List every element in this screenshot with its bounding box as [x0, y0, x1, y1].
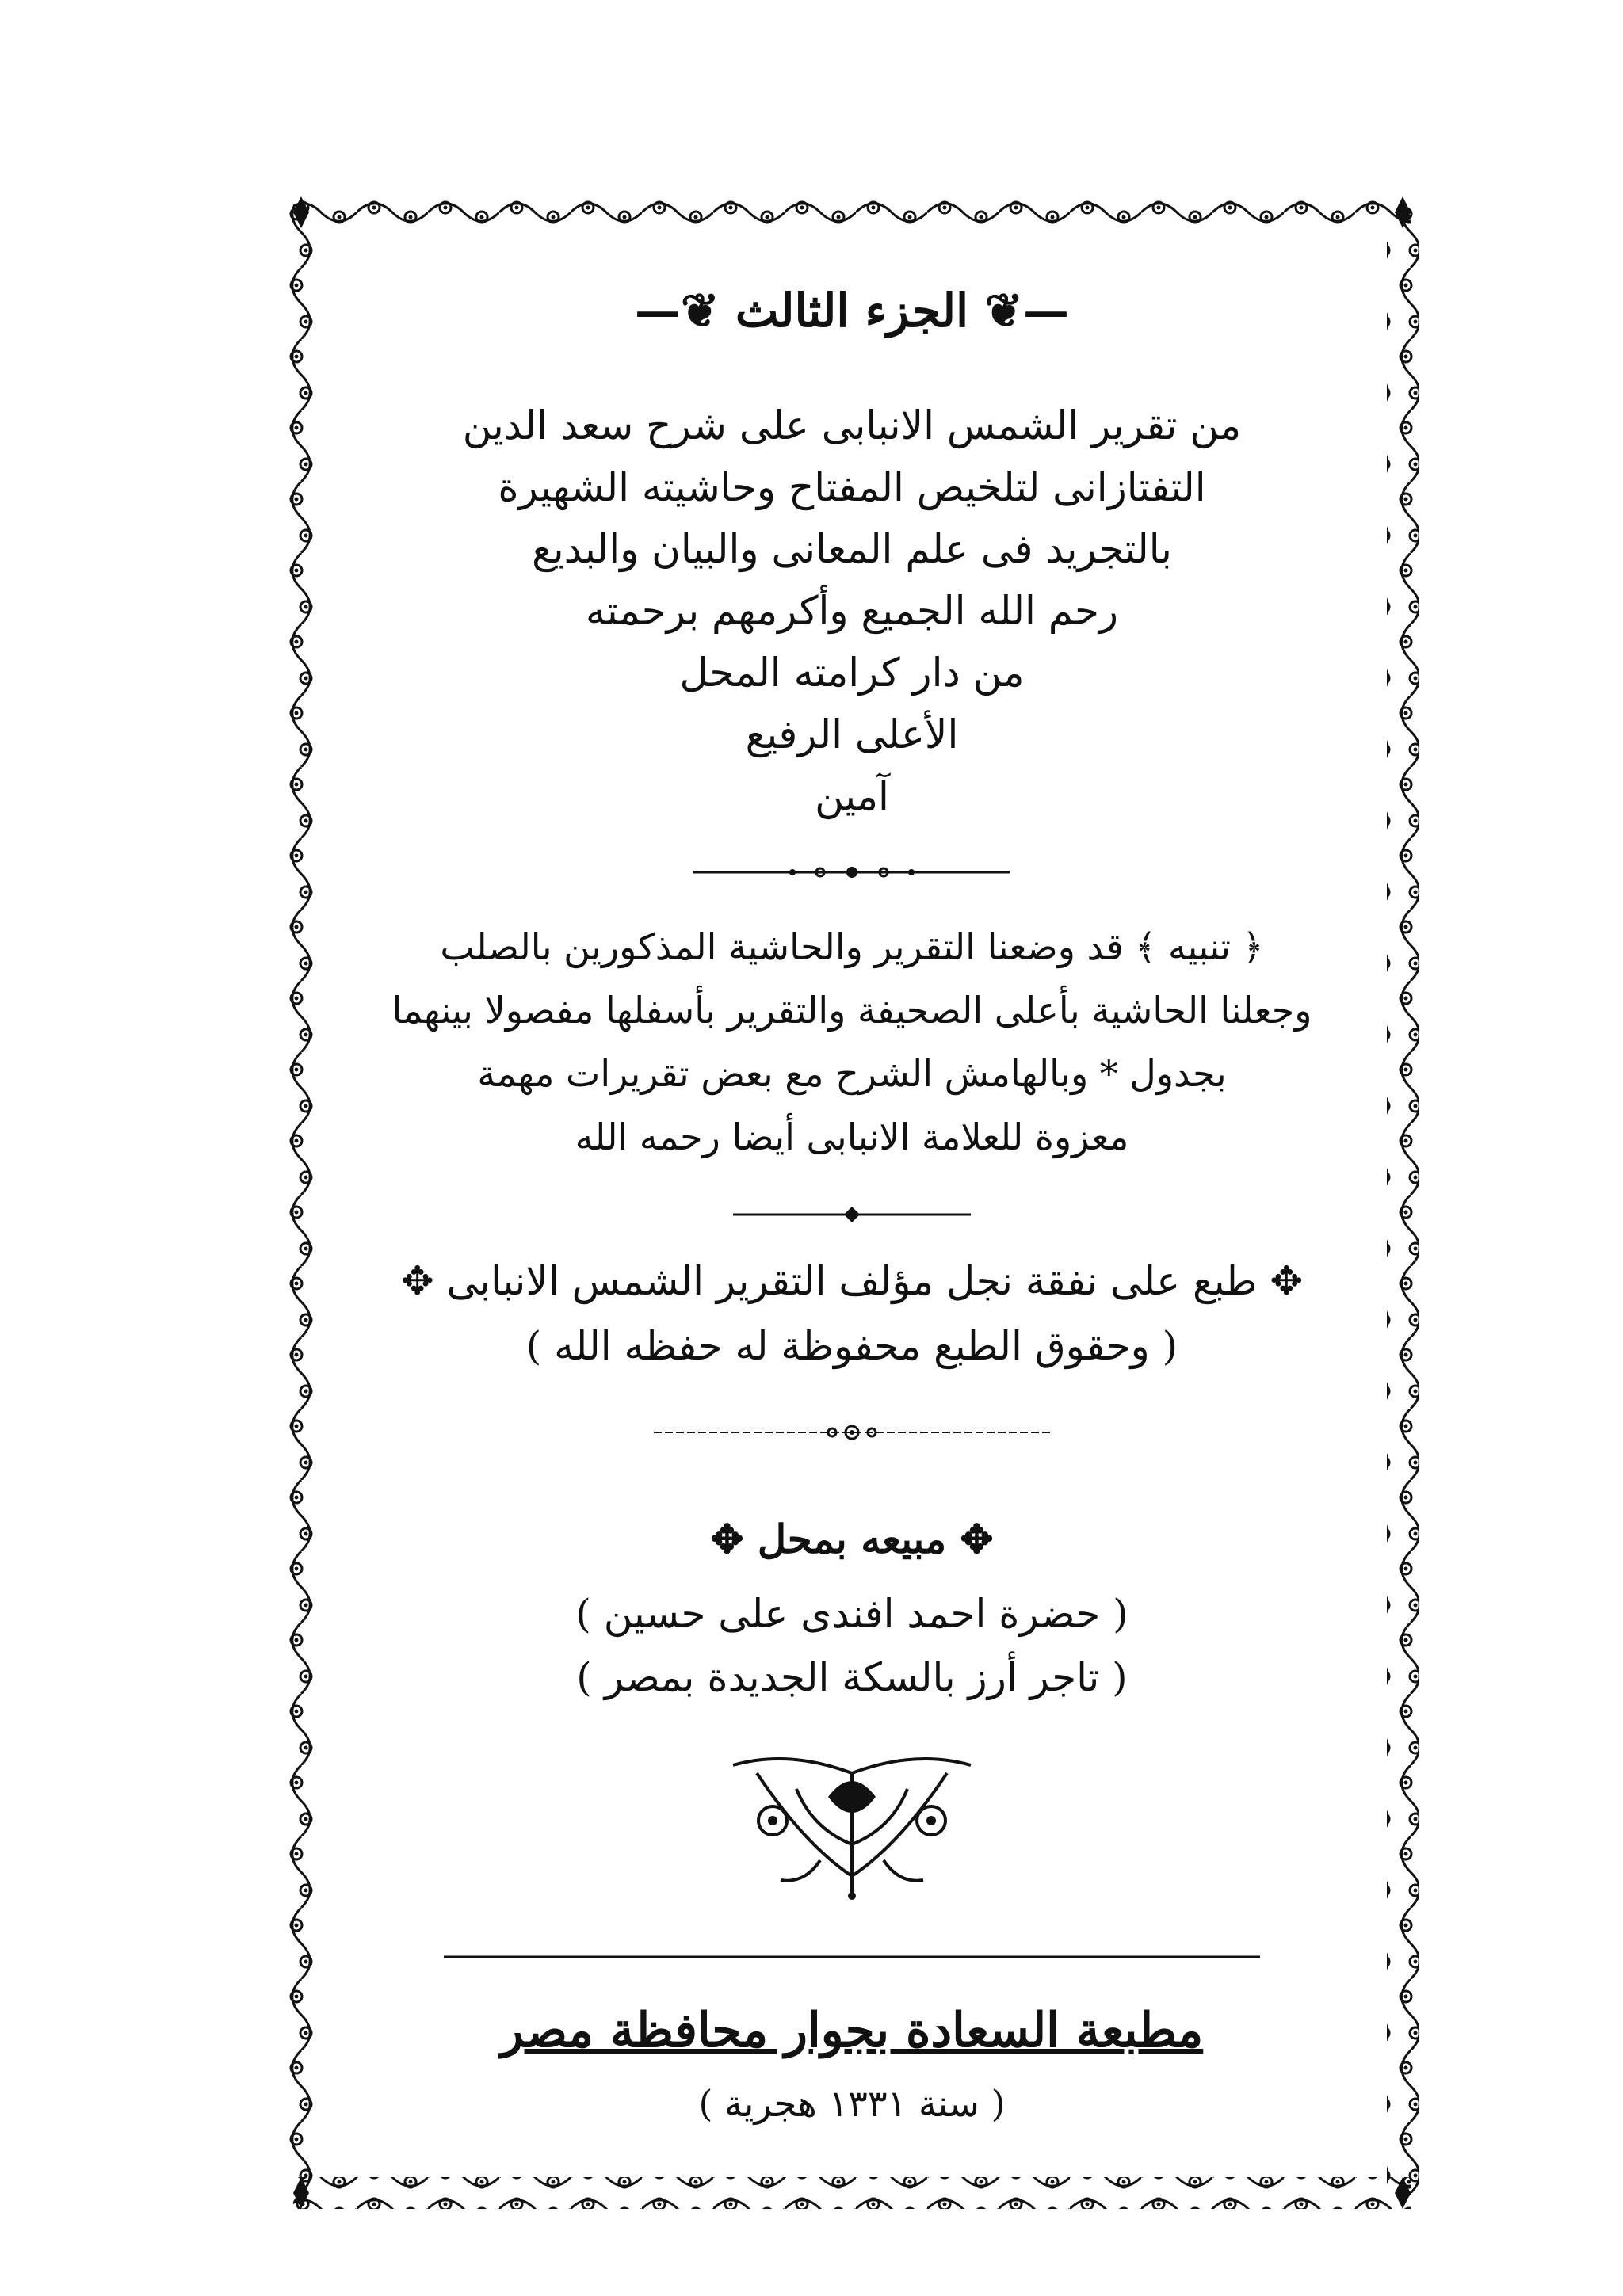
title-fleuron-left: ❦— [635, 284, 720, 338]
printing-note-text: طبع على نفقة نجل مؤلف التقرير الشمس الانبابى [446, 1258, 1258, 1304]
divider-ornament [693, 860, 1010, 884]
printing-note-fleuron: ✥ [400, 1258, 434, 1304]
volume-title [285, 284, 1419, 338]
title-line: من دار كرامته المحل [679, 650, 1025, 696]
press-name: مطبعة السعادة بجوار محافظة مصر [500, 2003, 1204, 2058]
seller-address: ( تاجر أرز بالسكة الجديدة بمصر ) [576, 1654, 1128, 1700]
printing-note [285, 1258, 1419, 1304]
title-line: آمين [815, 773, 889, 819]
volume-title-text: الجزء الثالث [735, 284, 969, 338]
notice-line-text: قد وضعنا التقرير والحاشية المذكورين بالصلب [440, 925, 1124, 968]
center-floral-ornament [725, 1749, 979, 1900]
printing-note-fleuron: ✥ [1257, 1258, 1304, 1304]
sold-at-fleuron: ✥ [710, 1516, 744, 1562]
divider-ornament [654, 1421, 1050, 1444]
title-fleuron-right: —❦ [984, 284, 1069, 338]
title-line: التفتازانى لتلخيص المفتاح وحاشيته الشهيرة [498, 464, 1206, 510]
rights-line: ( وحقوق الطبع محفوظة له حفظه الله ) [525, 1323, 1178, 1369]
notice-line: بجدول * وبالهامش الشرح مع بعض تقريرات مهمة [477, 1052, 1227, 1095]
title-page [285, 196, 1419, 2209]
title-line: بالتجريد فى علم المعانى والبيان والبديع [532, 526, 1172, 572]
notice-line: معزوة للعلامة الانبابى أيضا رحمه الله [575, 1116, 1129, 1158]
notice-label-text: تنبيه [1167, 925, 1231, 968]
notice-line: وجعلنا الحاشية بأعلى الصحيفة والتقرير بأسفلها مفصولا بينهما [391, 989, 1312, 1032]
sold-at-text: مبيعه بمحل [757, 1516, 947, 1562]
notice-label: ﴿ تنبيه ﴾ [1123, 925, 1264, 968]
publication-year: ( سنة ١٣٣١ هجرية ) [698, 2082, 1006, 2125]
notice-line [285, 925, 1419, 968]
sold-at-fleuron: ✥ [946, 1516, 994, 1562]
sold-at [285, 1516, 1419, 1562]
title-line: الأعلى الرفيع [745, 711, 959, 757]
page-frame [285, 196, 1419, 2209]
divider-ornament [733, 1203, 971, 1226]
divider-line [444, 1954, 1260, 1960]
seller-name: ( حضرة احمد افندى على حسين ) [575, 1591, 1128, 1637]
title-line: من تقرير الشمس الانبابى على شرح سعد الدين [462, 402, 1242, 448]
title-line: رحم الله الجميع وأكرمهم برحمته [585, 588, 1119, 634]
